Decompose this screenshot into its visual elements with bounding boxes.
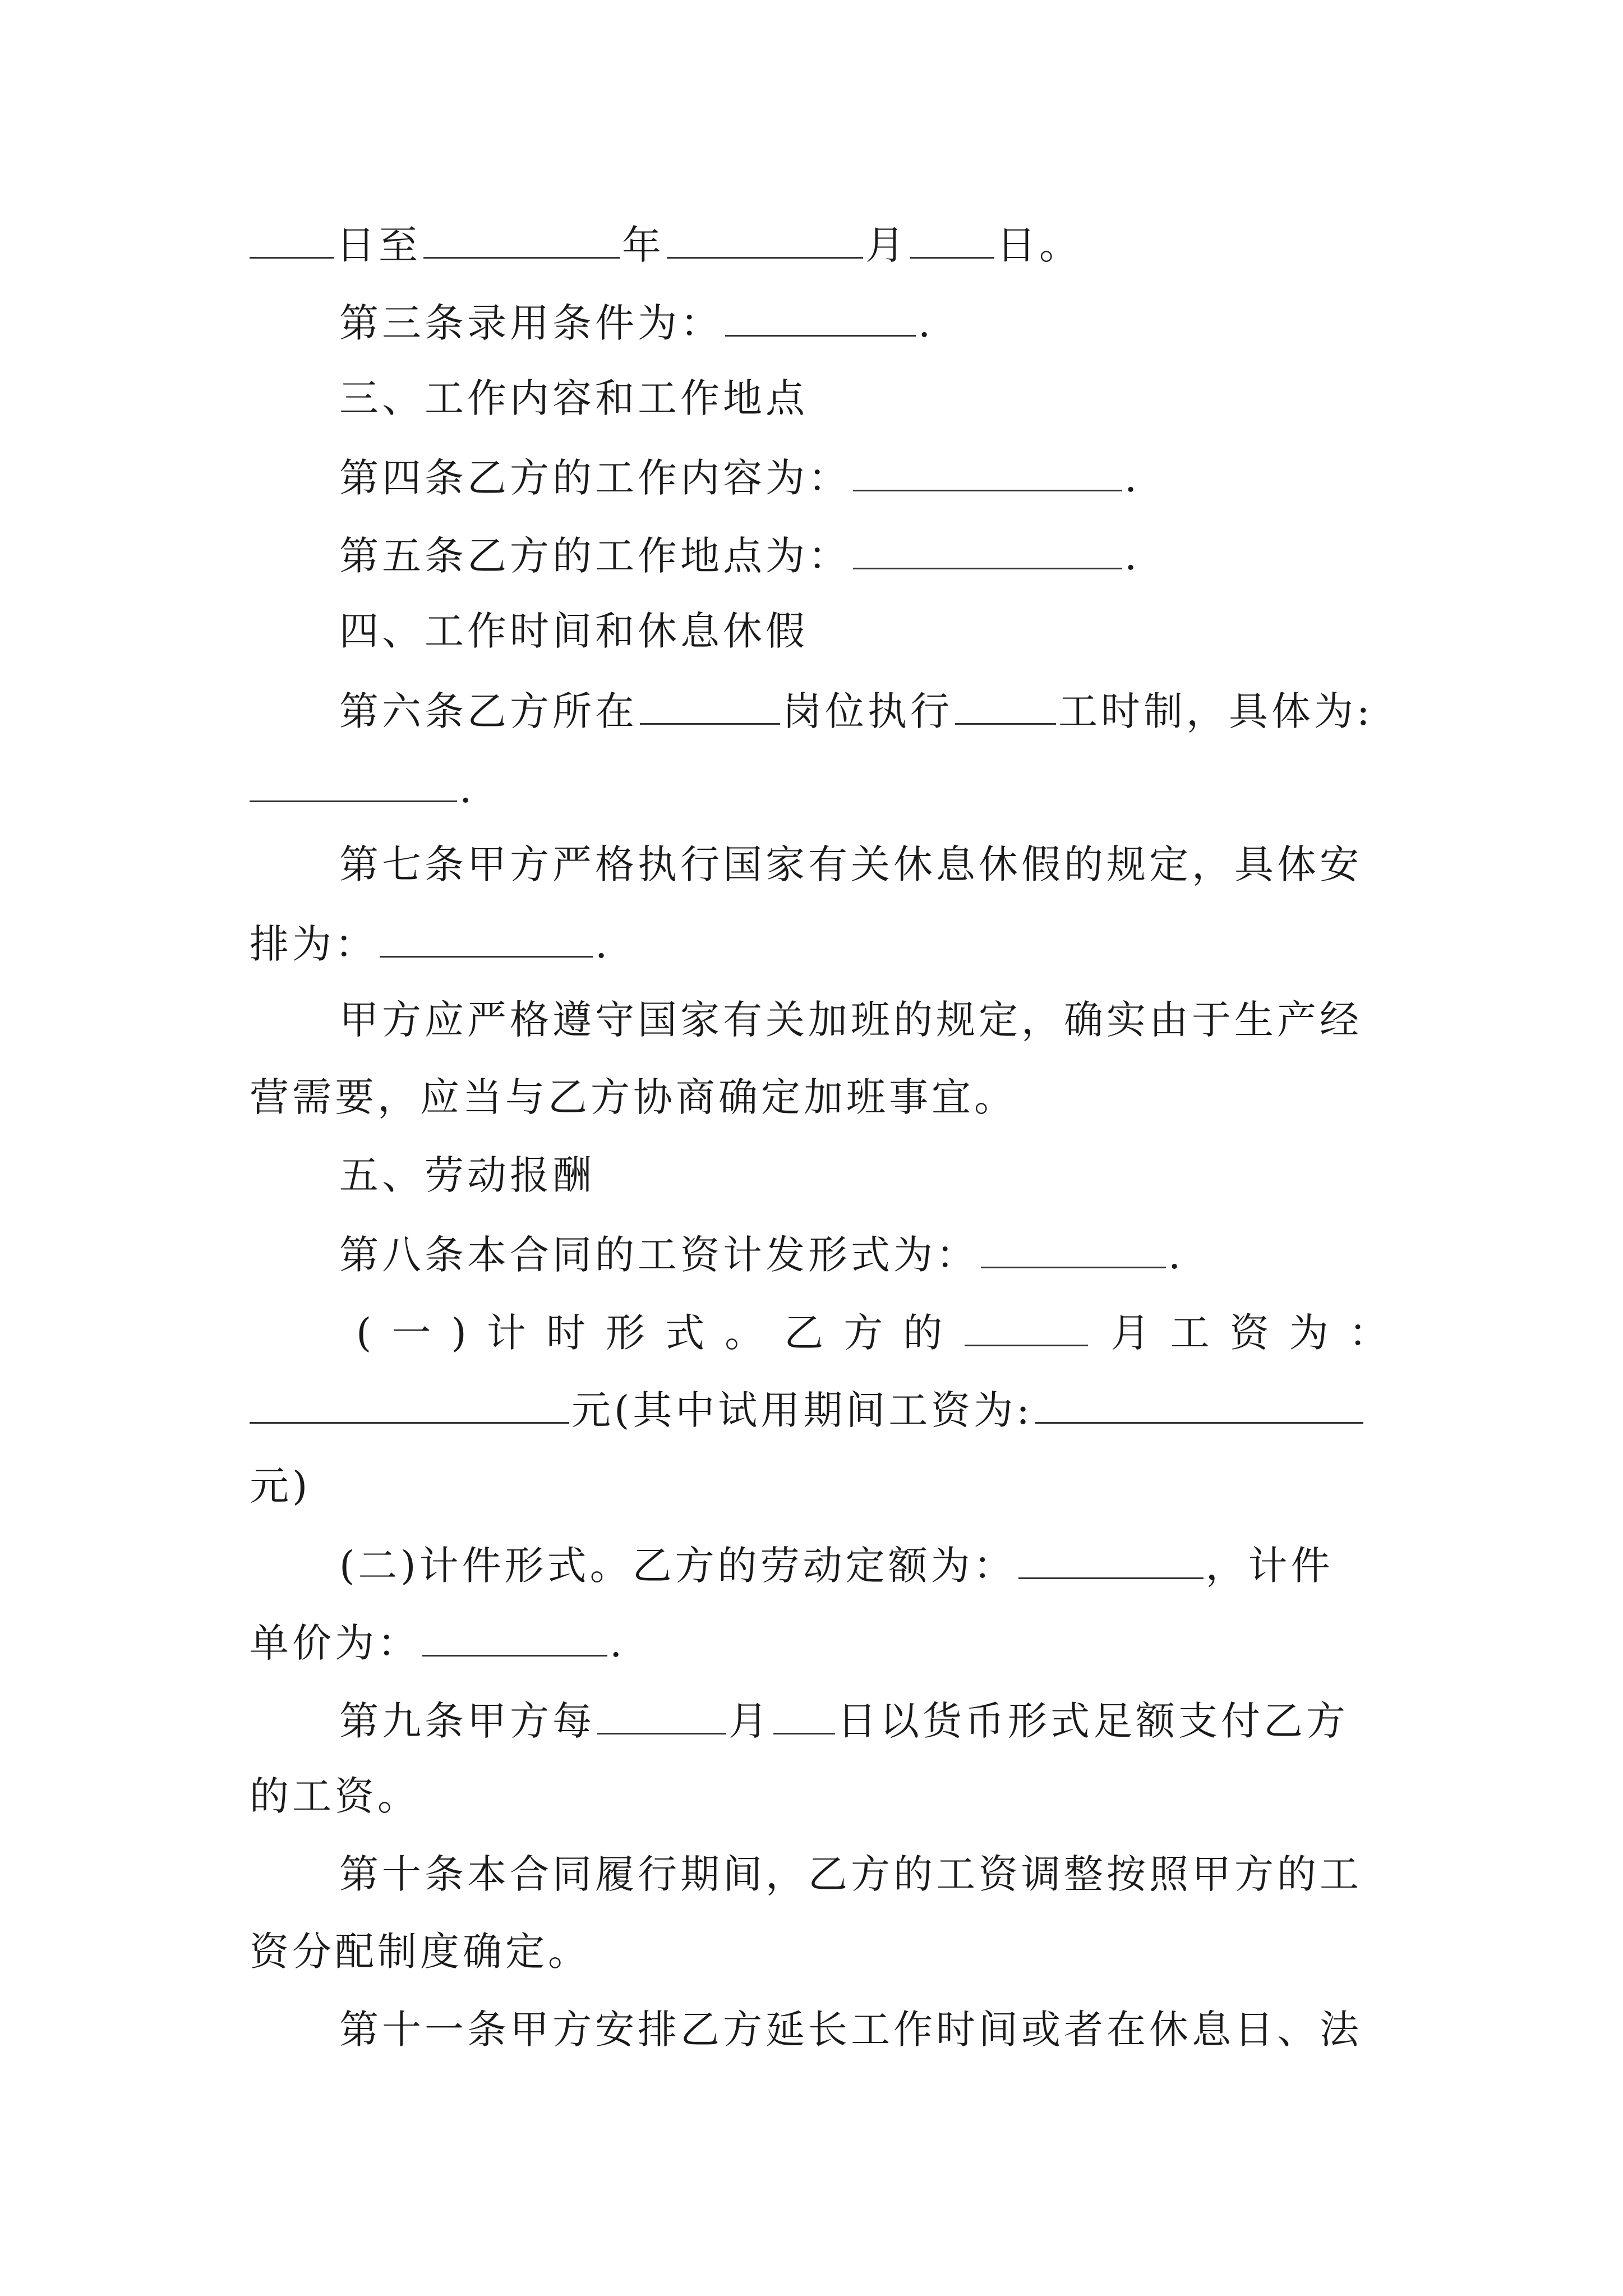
text-char: 形: [606, 1310, 645, 1356]
text-segment: .: [1124, 455, 1141, 501]
text-segment: 甲方应严格遵守国家有关加班的规定，确实由于生产经: [339, 997, 1362, 1043]
fill-blank: [250, 756, 457, 802]
fill-blank: [853, 445, 1122, 491]
text-segment: 元(其中试用期间工资为:: [571, 1387, 1033, 1433]
text-line: [250, 911, 1388, 973]
text-char: 资: [1229, 1310, 1269, 1356]
fill-blank: [597, 1688, 726, 1734]
text-segment: 第七条甲方严格执行国家有关休息休假的规定，具体安: [339, 841, 1362, 887]
text-segment: 岗位执行: [782, 688, 953, 734]
text-segment: .: [1124, 533, 1141, 579]
text-segment: 第四条乙方的工作内容为：: [339, 455, 851, 501]
text-char: 的: [903, 1310, 943, 1356]
text-char: ): [451, 1310, 467, 1356]
text-line: [250, 290, 1478, 352]
fill-blank: [422, 1610, 607, 1657]
text-segment: .: [459, 766, 476, 812]
text-segment: 第九条甲方每: [339, 1698, 595, 1744]
fill-blank: [640, 678, 780, 725]
text-segment: 日至: [336, 222, 421, 268]
fill-blank: [981, 1222, 1166, 1268]
text-segment: 年: [622, 222, 665, 268]
text-char: 工: [1170, 1310, 1210, 1356]
text-line: [250, 678, 1478, 740]
section-heading: [250, 1144, 1478, 1206]
text-segment: 日。: [997, 222, 1082, 268]
text-segment: .: [595, 921, 611, 967]
heading-text: 三、工作内容和工作地点: [339, 375, 808, 421]
text-char: 月: [1110, 1310, 1150, 1356]
fill-blank: [1035, 1377, 1363, 1424]
text-segment: 排为：: [250, 921, 377, 967]
fill-blank: [965, 1300, 1088, 1346]
fill-blank: [667, 212, 863, 259]
text-char: 。: [725, 1310, 764, 1356]
text-char: 计: [486, 1310, 526, 1356]
fill-blank: [955, 678, 1056, 725]
text-segment: .: [1168, 1232, 1184, 1278]
text-char: 为: [1289, 1310, 1329, 1356]
text-char: 一: [391, 1310, 431, 1356]
text-line: [250, 1765, 1388, 1827]
text-segment: 工时制，具体为:: [1058, 688, 1373, 734]
section-heading: [250, 367, 1478, 429]
text-line: [250, 989, 1478, 1051]
text-line: [250, 1066, 1388, 1128]
fill-blank: [250, 212, 334, 259]
text-segment: 资分配制度确定。: [250, 1929, 591, 1975]
fill-blank: [853, 523, 1122, 569]
text-line: [250, 756, 1388, 817]
fill-blank: [773, 1688, 835, 1734]
text-line: [250, 1843, 1478, 1905]
text-segment: .: [610, 1620, 626, 1666]
text-segment: 的工资。: [250, 1773, 420, 1819]
fill-blank: [250, 1377, 569, 1424]
text-line: [250, 523, 1478, 585]
section-heading: [250, 600, 1478, 662]
text-char: 式: [665, 1310, 705, 1356]
text-segment: 第五条乙方的工作地点为：: [339, 533, 851, 579]
text-segment: 第六条乙方所在: [339, 688, 638, 734]
heading-text: 四、工作时间和休息休假: [339, 608, 808, 654]
text-segment: 日以货币形式足额支付乙方: [837, 1698, 1349, 1744]
fill-blank: [380, 911, 593, 958]
text-segment: .: [918, 300, 934, 346]
text-line: [250, 1610, 1388, 1672]
fill-blank: [1018, 1533, 1204, 1579]
text-line-justified: [250, 1300, 1388, 1361]
text-segment: 第八条本合同的工资计发形式为：: [339, 1232, 979, 1278]
text-char: ：: [1348, 1310, 1388, 1356]
text-char: 乙: [784, 1310, 824, 1356]
text-line: [250, 1999, 1478, 2060]
text-line: [250, 212, 1388, 274]
text-segment: 第十条本合同履行期间，乙方的工资调整按照甲方的工: [339, 1851, 1362, 1897]
text-char: (: [356, 1310, 372, 1356]
fill-blank: [910, 212, 994, 259]
text-segment: 营需要，应当与乙方协商确定加班事宜。: [250, 1074, 1017, 1120]
text-segment: (二)计件形式。乙方的劳动定额为：: [339, 1543, 1016, 1589]
text-char: 方: [843, 1310, 883, 1356]
text-line: [250, 834, 1478, 895]
text-line: [250, 1377, 1388, 1439]
heading-text: 五、劳动报酬: [339, 1152, 595, 1198]
text-segment: ，计件: [1205, 1543, 1334, 1589]
text-line: [250, 1222, 1478, 1283]
fill-blank: [423, 212, 620, 259]
text-segment: 月: [865, 222, 908, 268]
text-segment: 第三条录用条件为：: [339, 300, 723, 346]
text-line: [250, 1533, 1478, 1594]
text-segment: 单价为：: [250, 1620, 420, 1666]
text-line: [250, 1921, 1388, 1982]
text-segment: 月: [728, 1698, 771, 1744]
text-line: [250, 1455, 1388, 1517]
fill-blank: [725, 290, 916, 337]
text-line: [250, 1688, 1478, 1750]
text-segment: 第十一条甲方安排乙方延长工作时间或者在休息日、法: [339, 2007, 1362, 2053]
text-segment: 元): [250, 1463, 311, 1509]
text-line: [250, 445, 1478, 507]
text-char: 时: [546, 1310, 585, 1356]
